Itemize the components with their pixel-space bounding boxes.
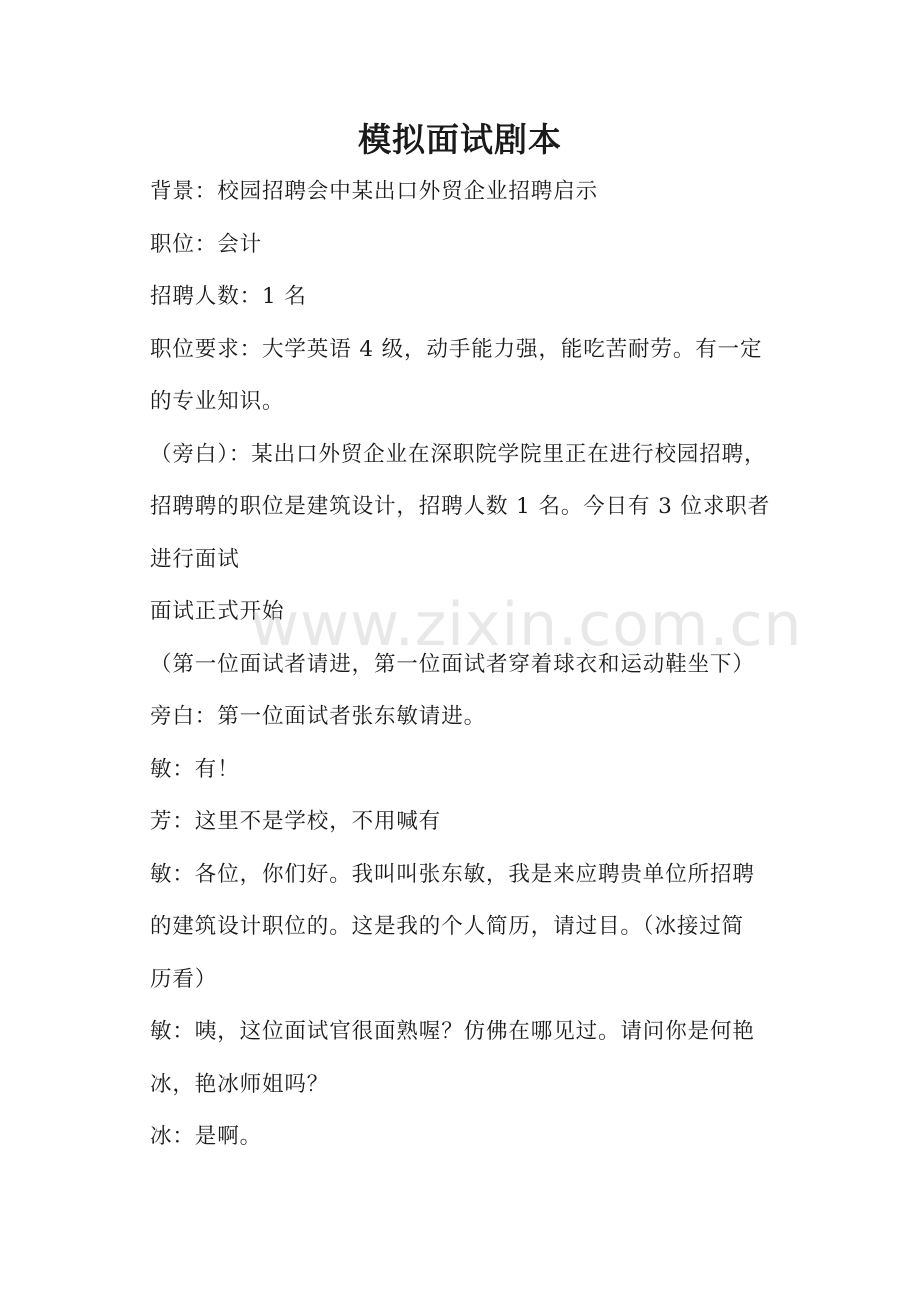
- line-dialogue: 敏：各位，你们好。我叫叫张东敏，我是来应聘贵单位所招聘: [150, 861, 755, 887]
- line-requirements-cont: 的专业知识。: [150, 389, 285, 414]
- script-body: [150, 166, 775, 1164]
- line-narration-cont-2: 进行面试: [150, 546, 240, 572]
- line-stage-direction: （第一位面试者请进，第一位面试者穿着球衣和运动鞋坐下）: [150, 651, 755, 677]
- line-dialogue: 敏：有！: [150, 756, 240, 782]
- page-title: 模拟面试剧本: [358, 120, 562, 159]
- line-position: 职位：会计: [150, 231, 263, 257]
- line-headcount: 招聘人数：1 名: [150, 284, 307, 309]
- line-narration: （旁白）：某出口外贸企业在深职院学院里正在进行校园招聘，: [150, 441, 767, 467]
- line-dialogue-cont: 的建筑设计职位的。这是我的个人简历，请过目。（冰接过简: [150, 914, 745, 939]
- line-dialogue: 敏：咦，这位面试官很面熟喔？仿佛在哪见过。请问你是何艳: [150, 1019, 755, 1044]
- line-dialogue-cont: 历看）: [150, 966, 218, 992]
- line-background: 背景：校园招聘会中某出口外贸企业招聘启示: [150, 179, 599, 204]
- line-interview-start: 面试正式开始: [150, 599, 285, 624]
- watermark: www.zixin.com.cn: [250, 590, 803, 660]
- line-requirements: 职位要求：大学英语 4 级，动手能力强，能吃苦耐劳。有一定: [150, 336, 763, 362]
- line-dialogue-cont: 冰，艳冰师姐吗？: [150, 1071, 330, 1097]
- line-dialogue: 冰：是啊。: [150, 1124, 263, 1149]
- line-narrator-call: 旁白：第一位面试者张东敏请进。: [150, 704, 487, 729]
- line-narration-cont-1: 招聘聘的职位是建筑设计，招聘人数 1 名。今日有 3 位求职者: [150, 494, 771, 519]
- line-dialogue: 芳：这里不是学校，不用喊有: [150, 809, 442, 834]
